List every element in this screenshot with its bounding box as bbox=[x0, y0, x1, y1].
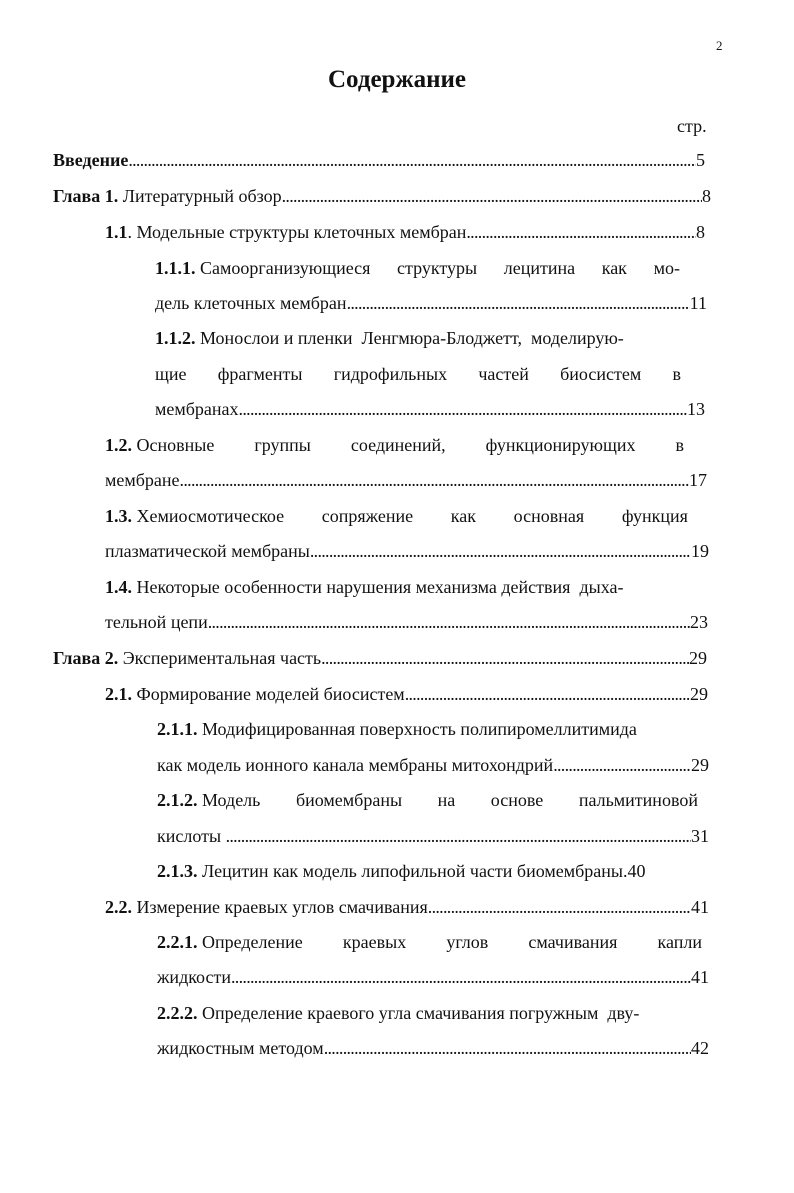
toc-entry-2-1-2-line2[interactable] bbox=[157, 826, 709, 847]
toc-title-word: биомембраны bbox=[295, 790, 403, 810]
toc-title-word: соединений, bbox=[350, 435, 446, 455]
toc-entry-1-4-line2[interactable] bbox=[105, 612, 708, 633]
toc-entry-2-1-2-line1[interactable] bbox=[157, 790, 698, 811]
toc-page: 41 bbox=[691, 897, 709, 917]
toc-title-word: Хемиосмотическое bbox=[136, 506, 285, 526]
page-title: Содержание bbox=[327, 66, 466, 93]
toc-title-word: лецитина bbox=[503, 258, 576, 278]
toc-entry-1-2-line2[interactable] bbox=[105, 470, 707, 491]
toc-title-word: смачивания bbox=[528, 932, 618, 952]
toc-title-word: пальмитиновой bbox=[578, 790, 698, 810]
toc-title-word: как bbox=[601, 258, 627, 278]
toc-page: 29 bbox=[689, 648, 707, 668]
toc-entry-2-1[interactable] bbox=[105, 684, 708, 705]
leader-dots bbox=[310, 541, 691, 562]
toc-page: 41 bbox=[691, 967, 709, 987]
toc-title-word: частей bbox=[478, 364, 529, 384]
leader-dots bbox=[282, 186, 702, 207]
toc-page: 11 bbox=[689, 293, 707, 313]
toc-number: 2.1. bbox=[105, 684, 132, 704]
toc-page: 17 bbox=[689, 470, 707, 490]
leader-dots bbox=[321, 648, 689, 669]
toc-entry-chapter-1[interactable] bbox=[53, 186, 711, 207]
toc-number: 2.1.1. bbox=[157, 719, 198, 739]
toc-title: жидкостным методом bbox=[157, 1038, 324, 1058]
toc-title-word: в bbox=[675, 435, 684, 455]
toc-entry-2-2-2-line2[interactable] bbox=[157, 1038, 709, 1059]
toc-number: Введение bbox=[53, 150, 129, 170]
toc-number: 1.1.2. bbox=[155, 328, 196, 348]
leader-dots bbox=[553, 755, 691, 776]
toc-title: Определение краевого угла смачивания погружным дву- bbox=[202, 1003, 640, 1023]
toc-page: 31 bbox=[691, 826, 709, 846]
toc-title-word: на bbox=[437, 790, 456, 810]
toc-title: . Модельные структуры клеточных мембран bbox=[127, 222, 467, 242]
toc-number: 2.2.2. bbox=[157, 1003, 198, 1023]
toc-title: Некоторые особенности нарушения механизма действия дыха- bbox=[136, 577, 624, 597]
toc-title: тельной цепи bbox=[105, 612, 208, 632]
toc-title-word: биосистем bbox=[560, 364, 642, 384]
toc-title-word: Основные bbox=[136, 435, 215, 455]
toc-entry-1-1-2-line3[interactable] bbox=[155, 399, 705, 420]
toc-entry-1-4-line1[interactable] bbox=[105, 577, 623, 598]
leader-dots bbox=[347, 293, 690, 314]
toc-number: 2.2.1. bbox=[157, 932, 198, 952]
toc-title: как модель ионного канала мембраны митохондрий bbox=[157, 755, 554, 775]
toc-title-word: Модель bbox=[202, 790, 261, 810]
toc-entry-1-1-2-line1[interactable] bbox=[155, 328, 624, 349]
toc-number: 2.1.3. bbox=[157, 861, 198, 881]
toc-title-word: углов bbox=[446, 932, 489, 952]
toc-title: мембране bbox=[105, 470, 180, 490]
toc-title-word: Самоорганизующиеся bbox=[200, 258, 371, 278]
toc-title: Лецитин как модель липофильной части биомембраны.40 bbox=[202, 861, 646, 881]
toc-entry-1-3-line2[interactable] bbox=[105, 541, 709, 562]
leader-dots bbox=[180, 470, 689, 491]
toc-number: 1.1.1. bbox=[155, 258, 196, 278]
toc-entry-2-2-1-line1[interactable] bbox=[157, 932, 702, 953]
toc-title-word: гидрофильных bbox=[333, 364, 448, 384]
leader-dots bbox=[239, 399, 687, 420]
leader-dots bbox=[405, 684, 690, 705]
toc-entry-1-2-line1[interactable] bbox=[105, 435, 684, 456]
toc-title-word: сопряжение bbox=[321, 506, 414, 526]
toc-entry-1-1-1-line1[interactable] bbox=[155, 258, 680, 279]
toc-page: 23 bbox=[690, 612, 708, 632]
toc-title-word: краевых bbox=[342, 932, 407, 952]
toc-title: жидкости bbox=[157, 967, 231, 987]
toc-entry-1-3-line1[interactable] bbox=[105, 506, 688, 527]
toc-entry-chapter-2[interactable] bbox=[53, 648, 707, 669]
toc-number: Глава 1. bbox=[53, 186, 119, 206]
page-column-label: стр. bbox=[677, 116, 707, 136]
toc-number: 1.1 bbox=[105, 222, 128, 242]
toc-page: 8 bbox=[696, 222, 705, 242]
toc-title-word: фрагменты bbox=[217, 364, 303, 384]
toc-title: Монослои и пленки Ленгмюра-Блоджетт, моделирую- bbox=[200, 328, 624, 348]
toc-title-word: в bbox=[672, 364, 681, 384]
toc-entry-2-2-2-line1[interactable] bbox=[157, 1003, 639, 1024]
leader-dots bbox=[231, 967, 691, 988]
toc-number: 2.1.2. bbox=[157, 790, 198, 810]
toc-title: дель клеточных мембран bbox=[155, 293, 347, 313]
toc-title: Измерение краевых углов смачивания bbox=[136, 897, 428, 917]
toc-title-word: мо- bbox=[653, 258, 680, 278]
toc-title-word: капли bbox=[657, 932, 702, 952]
toc-entry-1-1-1-line2[interactable] bbox=[155, 293, 707, 314]
toc-entry-2-1-1-line1[interactable] bbox=[157, 719, 637, 740]
toc-title-word: основная bbox=[513, 506, 585, 526]
toc-entry-1-1-2-line2[interactable] bbox=[155, 364, 681, 385]
toc-title-word: функционирующих bbox=[485, 435, 636, 455]
toc-title-word: группы bbox=[254, 435, 311, 455]
toc-title-word: структуры bbox=[397, 258, 478, 278]
toc-entry-2-1-1-line2[interactable] bbox=[157, 755, 709, 776]
toc-title: Литературный обзор bbox=[122, 186, 282, 206]
toc-page: 19 bbox=[691, 541, 709, 561]
toc-title-word: Определение bbox=[202, 932, 303, 952]
toc-title: Экспериментальная часть bbox=[122, 648, 322, 668]
toc-page: 8 bbox=[702, 186, 711, 206]
leader-dots bbox=[128, 150, 696, 171]
toc-title-word: как bbox=[450, 506, 477, 526]
toc-entry-2-2[interactable] bbox=[105, 897, 709, 918]
toc-number: 1.4. bbox=[105, 577, 132, 597]
toc-title: Формирование моделей биосистем bbox=[136, 684, 405, 704]
toc-title-word: основе bbox=[490, 790, 544, 810]
toc-page: 29 bbox=[690, 684, 708, 704]
toc-title-word: функция bbox=[621, 506, 688, 526]
toc-number: 1.2. bbox=[105, 435, 132, 455]
leader-dots bbox=[428, 897, 691, 918]
toc-entry-2-2-1-line2[interactable] bbox=[157, 967, 709, 988]
toc-title: мембранах bbox=[155, 399, 239, 419]
toc-title: плазматической мембраны bbox=[105, 541, 310, 561]
toc-entry-intro[interactable] bbox=[53, 150, 705, 171]
toc-entry-1-1[interactable] bbox=[105, 222, 705, 243]
toc-number: 1.3. bbox=[105, 506, 132, 526]
toc-page: 13 bbox=[687, 399, 705, 419]
leader-dots bbox=[466, 222, 696, 243]
toc-title: кислоты bbox=[157, 826, 226, 846]
toc-page: 42 bbox=[691, 1038, 709, 1058]
toc-page: 5 bbox=[696, 150, 705, 170]
toc-page: 29 bbox=[691, 755, 709, 775]
toc-entry-2-1-3[interactable] bbox=[157, 861, 646, 882]
leader-dots bbox=[208, 612, 690, 633]
toc-title-word: щие bbox=[155, 364, 187, 384]
toc-number: Глава 2. bbox=[53, 648, 119, 668]
leader-dots bbox=[226, 826, 691, 847]
toc-title: Модифицированная поверхность полипиромеллитимида bbox=[202, 719, 637, 739]
page-number: 2 bbox=[716, 38, 723, 53]
leader-dots bbox=[324, 1038, 691, 1059]
toc-number: 2.2. bbox=[105, 897, 132, 917]
